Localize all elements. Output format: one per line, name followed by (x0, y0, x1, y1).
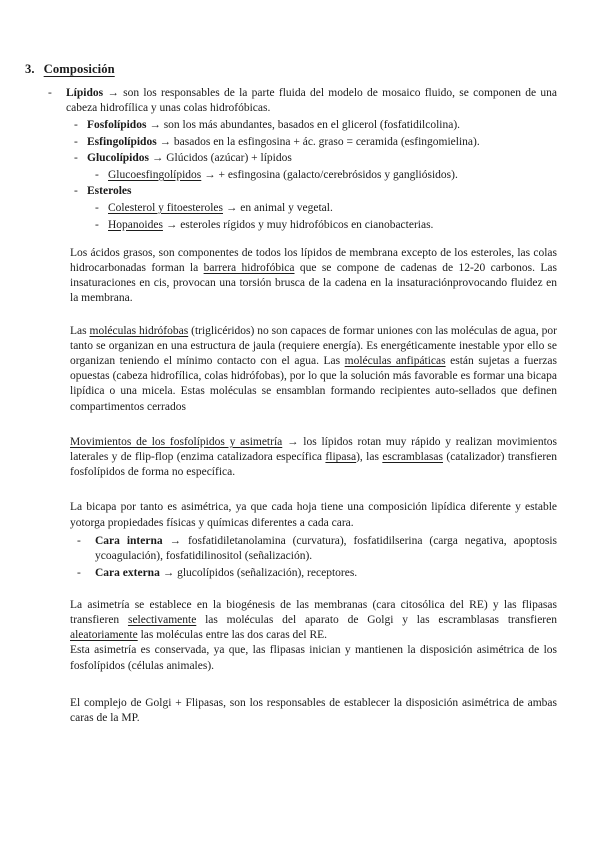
list-item-cara-externa (25, 566, 557, 581)
paragraph-acidos-grasos: Los ácidos grasos, son componentes de todos los lípidos de membrana excepto de los esteroles, las colas hidrocarbonadas forman la barrera hidrofóbica que se compone de cadenas de 12-20 carbonos. Las insaturaciones en cis, provocan una torsión brusca de la cadena en la insaturaciónprovocando fluidez en la membrana. (70, 246, 557, 305)
list-item-text: Cara externa → glucolípidos (señalización), receptores. (95, 566, 358, 579)
list-item-text: Hopanoides → esteroles rígidos y muy hidrofóbicos en cianobacterias. (108, 218, 434, 231)
list-item-hopanoides (25, 218, 557, 233)
section-heading (25, 62, 557, 77)
list-item-cara-interna (25, 534, 557, 564)
list-item-text: Lípidos → son los responsables de la parte fluida del modelo de mosaico fluido, se componen de una cabeza hidrofílica y unas colas hidrofóbicas. (66, 87, 558, 115)
list-item-text: Fosfolípidos → son los más abundantes, basados en el glicerol (fosfatidilcolina). (87, 119, 461, 131)
list-item-glucolipidos (25, 151, 557, 166)
list-item-text: Glucoesfingolípidos → + esfingosina (galacto/cerebrósidos y gangliósidos). (108, 168, 458, 181)
list-item-text: Cara interna → fosfatidiletanolamina (curvatura), fosfatidilserina (carga negativa, apoptosis ycoagulación), fosfatidilinositol (señalización). (95, 534, 557, 563)
list-item-glucoesfingolipidos (25, 168, 557, 183)
bullet-dash: - (77, 534, 81, 547)
list-item-text: Esfingolípidos → basados en la esfingosina + ác. graso = ceramida (esfingomielina). (87, 135, 480, 148)
bullet-dash: - (95, 168, 99, 181)
list-item-text: Colesterol y fitoesteroles → en animal y vegetal. (108, 201, 333, 214)
section-number: 3. (25, 62, 35, 76)
list-item-esfingolipidos (25, 135, 557, 150)
paragraph-moleculas-hidrofobas: Las moléculas hidrófobas (triglicéridos) no son capaces de formar uniones con las moléculas de agua, por tanto se organizan en una estructura de jaula (requiere energía). Es energéticamente inestable ypor ello se organizan teniendo el mínimo contacto con el agua. Las moléculas anfipáticas están sujetas a fuerzas opuestas (cabeza hidrofílica, colas hidrófobas), por lo que la solución más favorable es formar una bicapa lipídica o una micela. Estas moléculas se ensamblan formando recipientes auto-sellados que definen compartimentos cerrados (70, 324, 558, 413)
paragraph-movimientos-fosfolipidos: Movimientos de los fosfolípidos y asimetría → los lípidos rotan muy rápido y realizan movimientos laterales y de flip-flop (enzima catalizadora específica flipasa), las escramblasas (catalizador) transfieren fosfolípidos de forma no específica. (70, 435, 557, 479)
bullet-dash: - (48, 87, 52, 100)
list-item-fosfolipidos (25, 118, 557, 133)
list-item-text: Esteroles (87, 185, 132, 198)
bullet-dash: - (95, 218, 99, 231)
bullet-dash: - (77, 566, 81, 579)
list-item-colesterol-fitoesteroles (25, 201, 557, 216)
paragraph-asimetria-conservada: Esta asimetría es conservada, ya que, las flipasas inician y mantienen la disposición asimétrica de los fosfolípidos (células animales). (70, 644, 557, 672)
bullet-dash: - (74, 152, 78, 165)
caras-list (25, 534, 557, 581)
list-item-esteroles (25, 184, 557, 199)
list-item-lipidos (25, 86, 557, 116)
section-title: Composición (43, 62, 115, 76)
paragraph-bicapa-asimetrica: La bicapa por tanto es asimétrica, ya que cada hoja tiene una composición lipídica diferente y estable yotorga propiedades físicas y químicas diferentes a cada cara. (70, 501, 557, 529)
list-item-text: Glucolípidos → Glúcidos (azúcar) + lípidos (87, 152, 292, 165)
bullet-dash: - (74, 185, 78, 198)
paragraph-golgi-flipasas: El complejo de Golgi + Flipasas, son los responsables de establecer la disposición asimétrica de ambas caras de la MP. (70, 696, 557, 725)
bullet-dash: - (74, 119, 78, 131)
bullet-dash: - (74, 135, 78, 148)
composition-list (25, 86, 557, 233)
bullet-dash: - (95, 201, 99, 214)
paragraph-asimetria-biogenesis: La asimetría se establece en la biogénesis de las membranas (cara citosólica del RE) y las flipasas transfieren selectivamente las moléculas del aparato de Golgi y las escramblasas transfieren aleatoriamente las moléculas entre las dos caras del RE. (70, 598, 557, 642)
